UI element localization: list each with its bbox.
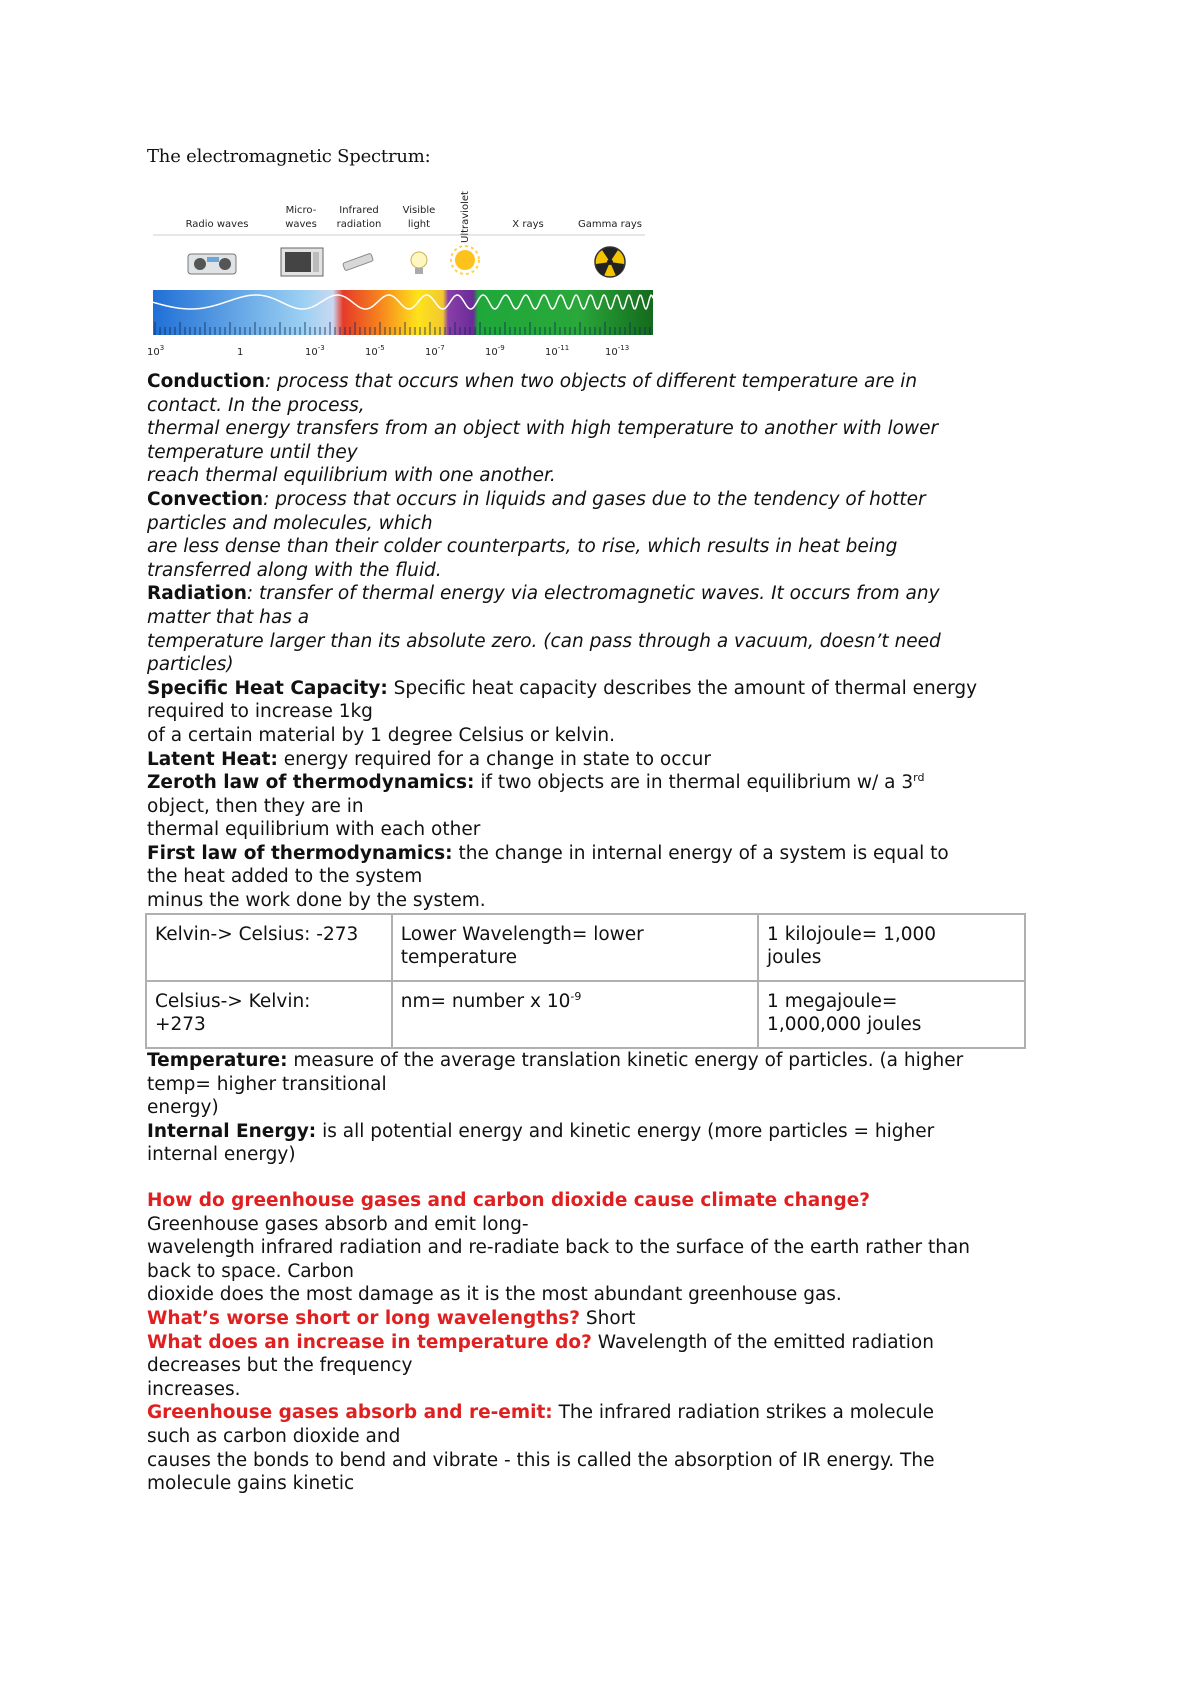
text-line: particles)	[147, 654, 234, 676]
term-latent-heat: Latent Heat:	[147, 748, 278, 770]
spacer	[147, 1167, 1067, 1189]
text-line: of a certain material by 1 degree Celsius or kelvin.	[147, 724, 615, 746]
text-line: the heat added to the system	[147, 866, 423, 888]
greenhouse-section	[147, 1189, 1067, 1496]
page-title: The electromagnetic Spectrum:	[147, 146, 431, 167]
remote-control-icon	[343, 253, 374, 271]
label-gamma-rays: Gamma rays	[577, 219, 643, 230]
text-line: reach thermal equilibrium with one another.	[147, 465, 556, 487]
text-line: temperature larger than its absolute zero. (can pass through a vacuum, doesn’t need	[147, 630, 941, 652]
definition-conduction	[147, 370, 1067, 488]
text-line: energy required for a change in state to occur	[277, 748, 711, 770]
text-line: temperature until they	[147, 441, 358, 463]
radio-icon	[188, 254, 236, 274]
tick-label: $10^{-13}$	[605, 344, 630, 358]
electromagnetic-spectrum-diagram	[145, 180, 690, 358]
definition-convection	[147, 488, 1067, 582]
term-specific-heat: Specific Heat Capacity:	[147, 677, 388, 699]
tick-label: $10^{-3}$	[305, 344, 325, 358]
text-line: increases.	[147, 1378, 241, 1400]
text-line: if two objects are in thermal equilibrium w/ a 3	[474, 772, 914, 794]
definition-specific-heat	[147, 677, 1067, 748]
text-line: wavelength infrared radiation and re-radiate back to the surface of the earth rather than	[147, 1237, 971, 1259]
label-visible: Visible	[402, 205, 436, 216]
text-line: such as carbon dioxide and	[147, 1425, 401, 1447]
text-line: Greenhouse gases absorb and emit long-	[147, 1213, 529, 1235]
label-micro: Micro-	[285, 205, 317, 216]
tick-label: 1	[237, 347, 244, 358]
label-waves: waves	[285, 219, 317, 230]
question-heading: What’s worse short or long wavelengths?	[147, 1307, 581, 1329]
text-line: is all potential energy and kinetic energy (more particles = higher	[316, 1120, 935, 1142]
table-cell: 1 megajoule= 1,000,000 joules	[758, 981, 1025, 1048]
text-line: thermal equilibrium with each other	[147, 819, 481, 841]
text-line: object, then they are in	[147, 795, 364, 817]
label-radiation: radiation	[336, 219, 382, 230]
text-line: measure of the average translation kinetic energy of particles. (a higher	[287, 1050, 964, 1072]
text-line: molecule gains kinetic	[147, 1473, 355, 1495]
answer-text: Short	[580, 1307, 636, 1329]
text-line: : process that occurs in liquids and gases due to the tendency of hotter	[263, 488, 926, 510]
table-cell: Lower Wavelength= lower temperature	[392, 914, 758, 981]
text-line: temp= higher transitional	[147, 1073, 387, 1095]
document-content	[147, 146, 1067, 1496]
table-cell: 1 kilojoule= 1,000 joules	[758, 914, 1025, 981]
text-line: : process that occurs when two objects of different temperature are in	[264, 371, 918, 392]
answer-text: The infrared radiation strikes a molecule	[552, 1402, 934, 1424]
label-radio-waves: Radio waves	[185, 219, 249, 230]
text-line: required to increase 1kg	[147, 701, 373, 723]
tick-label: $10^{-11}$	[545, 344, 570, 358]
table-cell: Celsius-> Kelvin: +273	[146, 981, 392, 1048]
text-line: Specific heat capacity describes the amount of thermal energy	[387, 677, 978, 699]
table-cell: nm= number x $10^{-9}$	[392, 981, 758, 1048]
term-conduction: Conduction	[147, 371, 265, 392]
sun-icon	[451, 246, 479, 274]
tick-label: $10^{-9}$	[485, 344, 505, 358]
superscript: rd	[913, 771, 925, 785]
text-line: contact. In the process,	[147, 394, 365, 416]
term-internal-energy: Internal Energy:	[147, 1120, 317, 1142]
answer-text: Wavelength of the emitted radiation	[591, 1331, 934, 1353]
text-line: decreases but the frequency	[147, 1355, 413, 1377]
question-heading: What does an increase in temperature do?	[147, 1331, 592, 1353]
definition-radiation	[147, 582, 1067, 676]
text-line: transferred along with the fluid.	[147, 559, 442, 581]
table-row	[146, 981, 1025, 1048]
light-bulb-icon	[411, 252, 427, 274]
question-heading: Greenhouse gases absorb and re-emit:	[147, 1402, 553, 1424]
radiation-hazard-icon	[595, 247, 625, 277]
text-line: minus the work done by the system.	[147, 890, 486, 912]
conversion-table	[145, 913, 1026, 1049]
text-line: energy)	[147, 1097, 219, 1119]
definition-latent-heat	[147, 748, 1067, 772]
text-line: thermal energy transfers from an object with high temperature to another with lower	[147, 418, 939, 440]
definition-internal-energy	[147, 1120, 1067, 1167]
definition-temperature	[147, 1049, 1067, 1120]
tick-label: $10^3$	[147, 344, 165, 358]
tick-label: $10^{-7}$	[425, 344, 445, 358]
term-first-law: First law of thermodynamics:	[147, 842, 453, 864]
tick-label: $10^{-5}$	[365, 344, 385, 358]
definition-zeroth-law	[147, 771, 1067, 842]
table-row	[146, 914, 1025, 981]
text-line: the change in internal energy of a system is equal to	[452, 842, 949, 864]
table-cell: Kelvin-> Celsius: -273	[146, 914, 392, 981]
label-infrared: Infrared	[339, 205, 379, 216]
text-line: : transfer of thermal energy via electromagnetic waves. It occurs from any	[246, 583, 940, 605]
label-x-rays: X rays	[512, 219, 544, 230]
term-convection: Convection	[147, 488, 264, 510]
text-line: are less dense than their colder counterparts, to rise, which results in heat being	[147, 536, 898, 558]
term-temperature: Temperature:	[147, 1050, 288, 1072]
text-line: dioxide does the most damage as it is the most abundant greenhouse gas.	[147, 1284, 842, 1306]
definition-first-law	[147, 842, 1067, 913]
microwave-icon	[281, 248, 323, 276]
term-zeroth-law: Zeroth law of thermodynamics:	[147, 772, 475, 794]
text-line: internal energy)	[147, 1144, 296, 1166]
text-line: particles and molecules, which	[147, 512, 433, 534]
text-line: causes the bonds to bend and vibrate - this is called the absorption of IR energy. The	[147, 1449, 935, 1471]
text-line: matter that has a	[147, 606, 310, 628]
text-line: back to space. Carbon	[147, 1260, 354, 1282]
label-ultraviolet: Ultraviolet	[460, 191, 471, 243]
label-light: light	[407, 219, 431, 230]
question-heading: How do greenhouse gases and carbon dioxide cause climate change?	[147, 1190, 870, 1211]
term-radiation: Radiation	[147, 583, 247, 605]
